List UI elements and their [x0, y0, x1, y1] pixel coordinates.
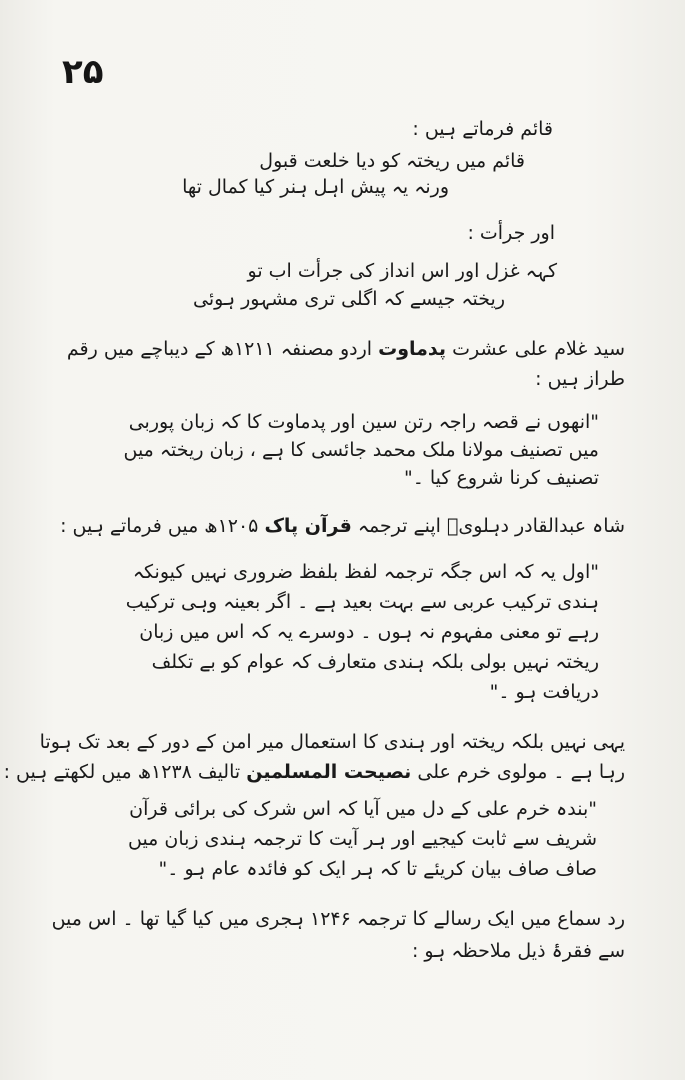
text-line [4, 763, 625, 782]
book-title: نصیحت المسلمین [246, 761, 412, 783]
book-title: قرآن پاک [264, 515, 352, 537]
text-line: رد سماع میں ایک رسالے کا ترجمہ ۱۲۴۶ ہجری میں کیا گیا تھا ۔ اس میں [51, 908, 625, 930]
verse-line: قائم میں ریختہ کو دیا خلعت قبول [259, 150, 525, 172]
verse-line: ورنہ یہ پیش اہل ہنر کیا کمال تھا [182, 176, 449, 198]
quote-line: شریف سے ثابت کیجیے اور ہر آیت کا ترجمہ ہندی زبان میں [127, 828, 597, 850]
text-line [67, 340, 625, 359]
quote-line: ریختہ نہیں بولی بلکہ ہندی متعارف کہ عوام کو بے تکلف [151, 651, 599, 673]
quote-line: ہندی ترکیب عربی سے بہت بعید ہے ۔ اگر بعینہ وہی ترکیب [125, 591, 599, 613]
quote-line: "انھوں نے قصہ راجہ رتن سین اور پدماوت کا کہ زبان پوربی [128, 411, 599, 433]
quote-line: "بندہ خرم علی کے دل میں آیا کہ اس شرک کی برائی قرآن [129, 798, 597, 820]
text-line [60, 517, 625, 536]
quote-line: "اول یہ کہ اس جگہ ترجمہ لفظ بلفظ ضروری نہیں کیونکہ [132, 561, 599, 583]
text-segment: شاہ عبدالقادر دہلویؒ اپنے ترجمہ [357, 515, 625, 537]
book-title: پدماوت [378, 338, 447, 360]
text-segment: ۱۲۰۵ھ میں فرماتے ہیں : [60, 515, 259, 537]
quote-line: صاف صاف بیان کریئے تا کہ ہر ایک کو فائدہ عام ہو ۔" [158, 858, 597, 880]
quote-line: میں تصنیف مولانا ملک محمد جائسی کا ہے ، زبان ریختہ میں [123, 439, 599, 461]
text-segment: تالیف ۱۲۳۸ھ میں لکھتے ہیں : [3, 761, 241, 783]
text-segment: رہا ہے ۔ مولوی خرم علی [417, 761, 625, 783]
text-line: یہی نہیں بلکہ ریختہ اور ہندی کا استعمال میر امن کے دور کے بعد تک ہوتا [39, 731, 625, 753]
quote-line: تصنیف کرنا شروع کیا ۔" [403, 467, 599, 489]
text-line: قائم فرماتے ہیں : [412, 118, 553, 140]
text-segment: سید غلام علی عشرت [452, 338, 625, 360]
quote-line: دریافت ہو ۔" [489, 681, 599, 703]
verse-line: ریختہ جیسے کہ اگلی تری مشہور ہوئی [193, 288, 505, 310]
page-number: ۲۵ [62, 52, 104, 92]
text-line: اور جرأت : [467, 222, 555, 244]
verse-line: کہہ غزل اور اس انداز کی جرأت اب تو [247, 260, 557, 282]
quote-line: رہے تو معنی مفہوم نہ ہوں ۔ دوسرے یہ کہ اس میں زبان [139, 621, 599, 643]
text-line: طراز ہیں : [535, 368, 625, 390]
text-segment: اردو مصنفہ ۱۲۱۱ھ کے دیباچے میں رقم [66, 338, 373, 360]
text-line: سے فقرۂ ذیل ملاحظہ ہو : [411, 940, 625, 962]
